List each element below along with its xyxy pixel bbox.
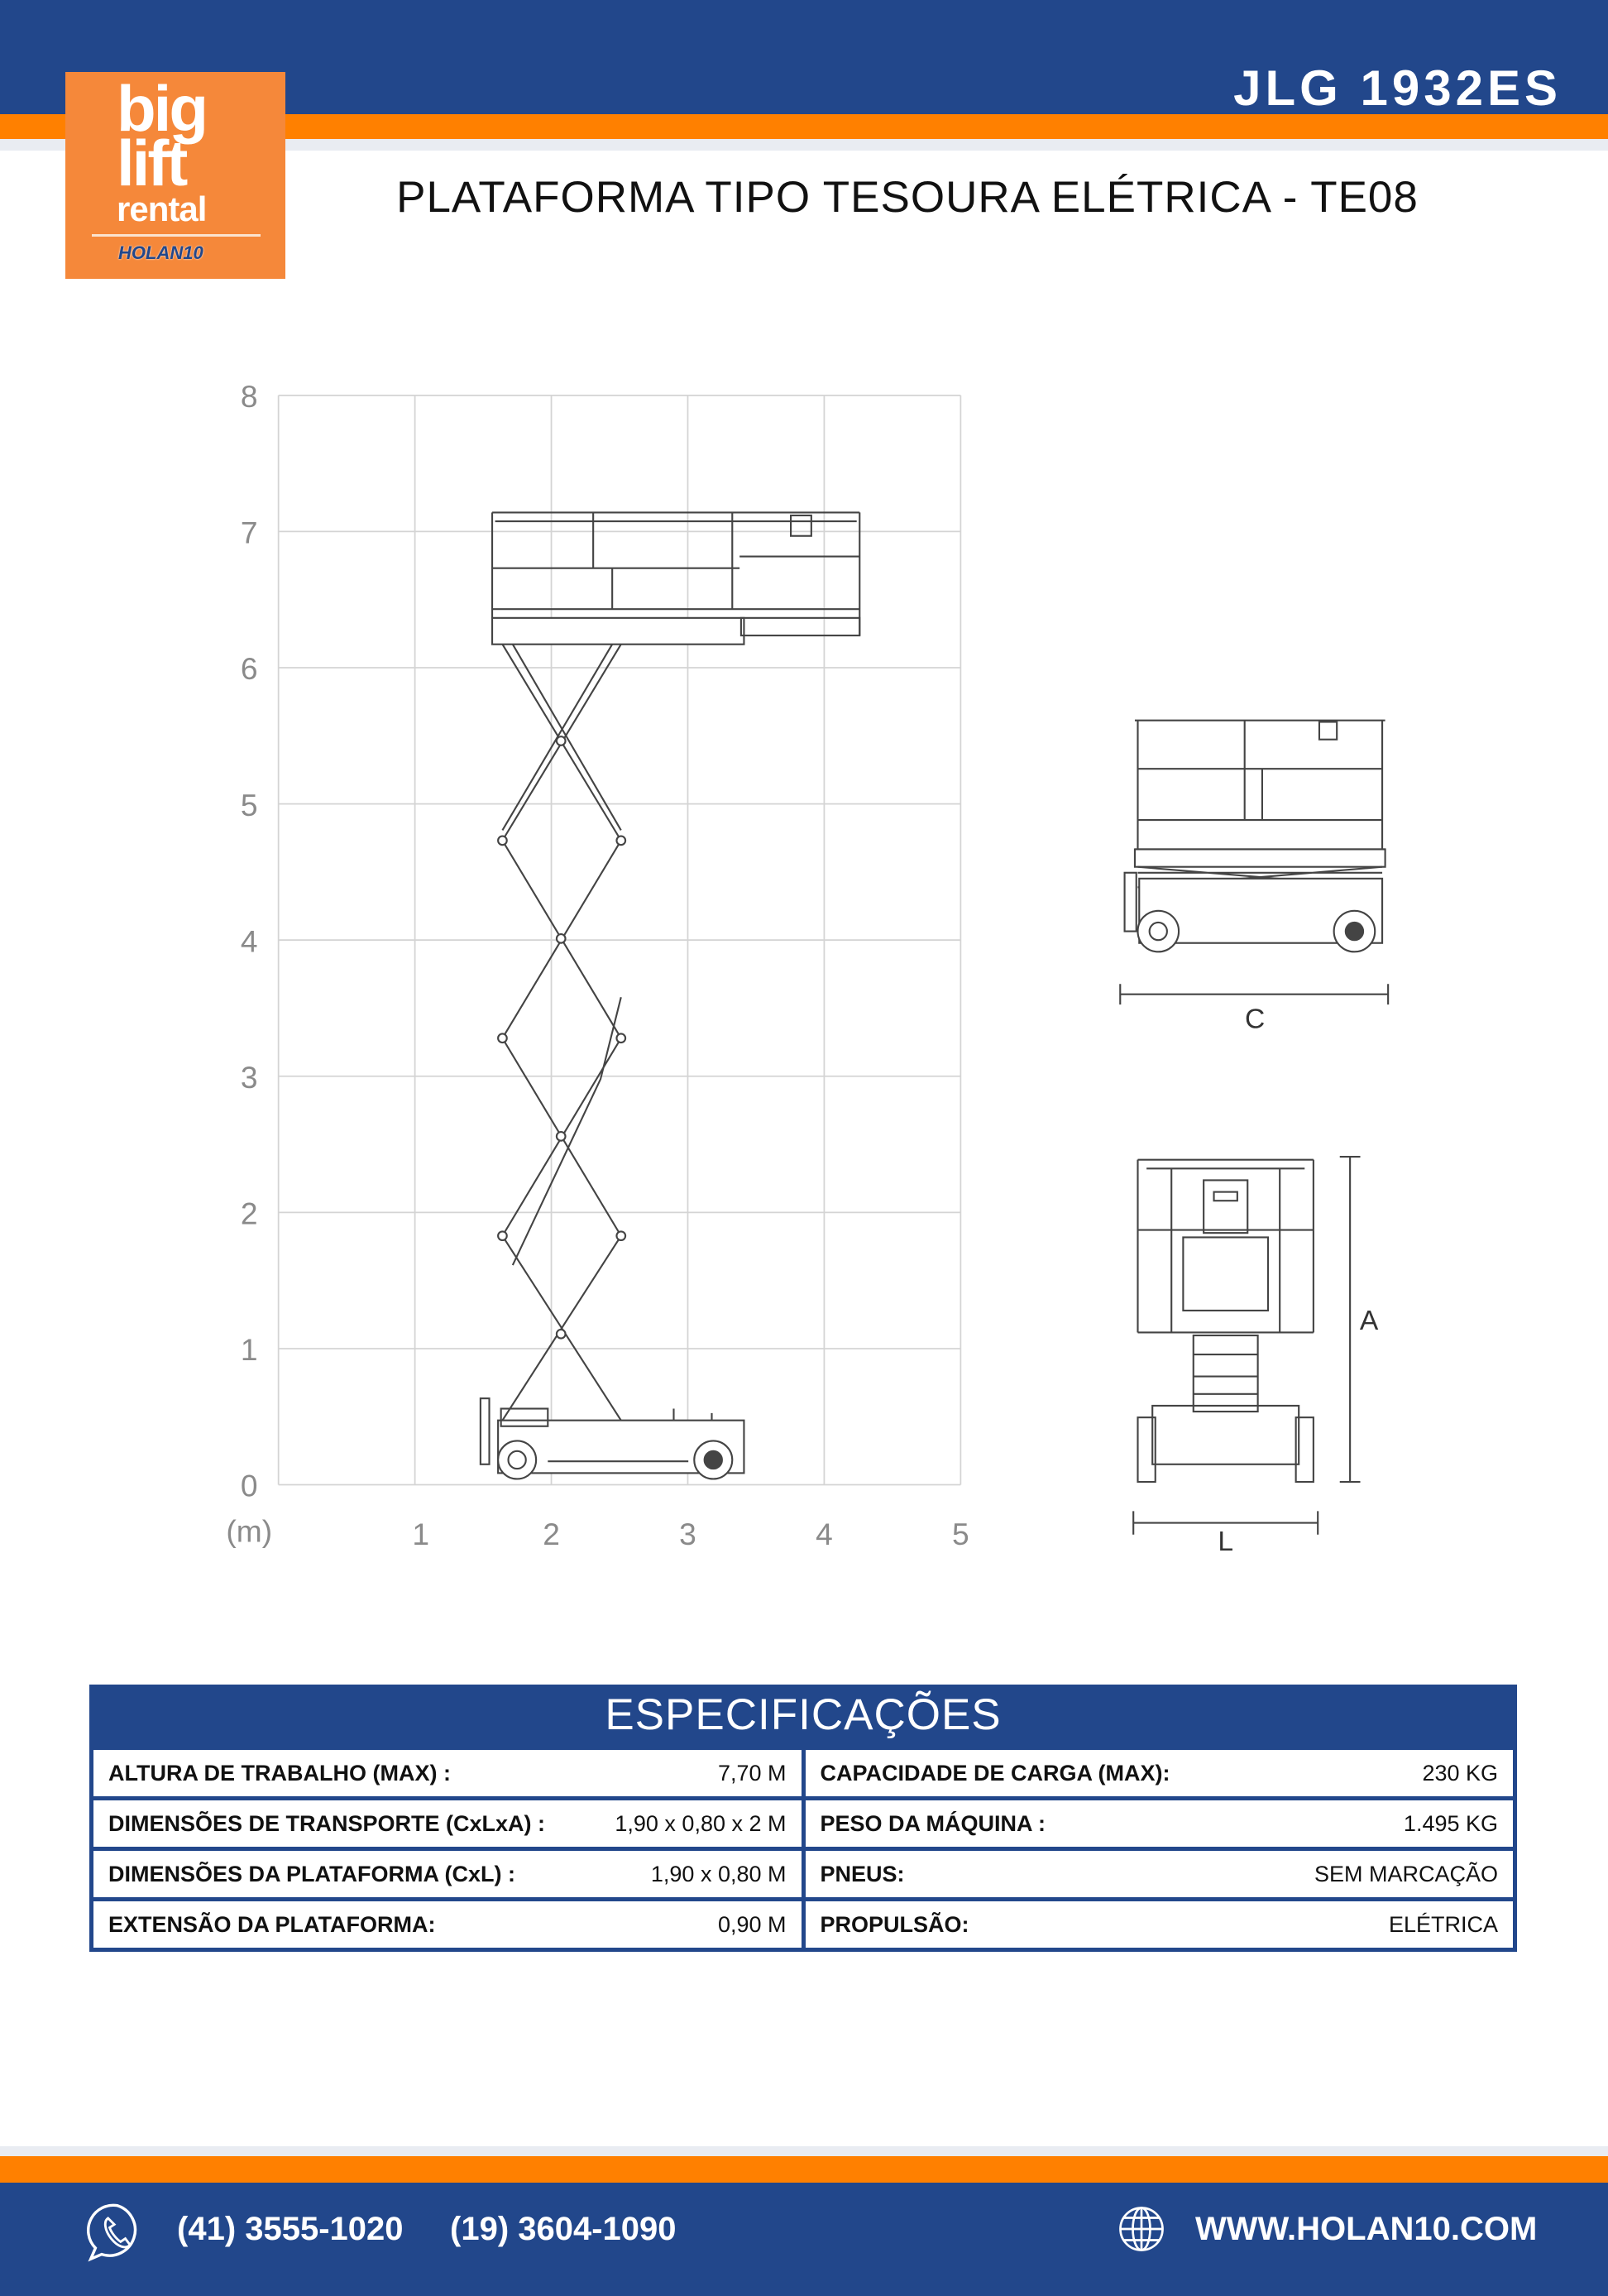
spec-cell <box>92 1900 804 1950</box>
y-tick-label: 0 <box>240 1468 258 1503</box>
model-name: JLG 1932ES <box>1233 60 1562 116</box>
spec-cell <box>803 1849 1515 1900</box>
spec-cell <box>92 1748 804 1799</box>
y-tick-label: 4 <box>240 923 258 959</box>
whatsapp-icon <box>86 2201 149 2264</box>
spec-label: EXTENSÃO DA PLATAFORMA: <box>108 1911 436 1937</box>
lift-front-view <box>1120 721 1388 1004</box>
website-link[interactable]: WWW.HOLAN10.COM <box>1195 2211 1538 2247</box>
spec-cell <box>92 1799 804 1849</box>
spec-label: DIMENSÕES DA PLATAFORMA (CxL) : <box>108 1861 515 1886</box>
y-tick-label: 3 <box>240 1059 258 1095</box>
unit-label: (m) <box>226 1513 273 1549</box>
phone-number-2[interactable]: (19) 3604-1090 <box>450 2211 677 2247</box>
y-tick-label: 6 <box>240 651 258 687</box>
spec-value: ELÉTRICA <box>1388 1911 1498 1937</box>
y-tick-label: 8 <box>240 378 258 414</box>
logo-text: lift <box>117 127 186 199</box>
spec-value: 1,90 x 0,80 M <box>650 1861 787 1886</box>
x-tick-label: 5 <box>952 1517 969 1552</box>
y-tick-label: 7 <box>240 515 258 550</box>
spec-cell <box>803 1748 1515 1799</box>
lift-end-view <box>1133 1157 1360 1535</box>
y-tick-label: 2 <box>240 1196 258 1231</box>
logo-text: rental <box>117 189 207 228</box>
x-tick-label: 1 <box>412 1517 430 1552</box>
spec-label: DIMENSÕES DE TRANSPORTE (CxLxA) : <box>108 1810 546 1836</box>
phone-number-1[interactable]: (41) 3555-1020 <box>177 2211 404 2247</box>
x-tick-label: 2 <box>543 1517 560 1552</box>
dimension-a-label: A <box>1359 1305 1379 1336</box>
spec-value: 0,90 M <box>717 1911 787 1937</box>
logo-text: big <box>117 72 206 145</box>
height-grid <box>279 395 961 1485</box>
spec-cell <box>803 1799 1515 1849</box>
page-title: PLATAFORMA TIPO TESOURA ELÉTRICA - TE08 <box>396 173 1419 222</box>
x-tick-label: 3 <box>679 1517 696 1552</box>
y-tick-label: 5 <box>240 787 258 822</box>
spec-label: ALTURA DE TRABALHO (MAX) : <box>108 1760 451 1786</box>
globe-icon <box>1117 2204 1166 2254</box>
x-tick-label: 4 <box>816 1517 833 1552</box>
spec-cell <box>803 1900 1515 1950</box>
spec-label: CAPACIDADE DE CARGA (MAX): <box>820 1760 1170 1786</box>
spec-label: PESO DA MÁQUINA : <box>820 1810 1046 1836</box>
spec-label: PNEUS: <box>820 1861 905 1886</box>
footer-divider <box>0 2146 1608 2156</box>
logo-sub: HOLAN10 <box>118 242 203 263</box>
specifications-heading: ESPECIFICAÇÕES <box>89 1685 1517 1746</box>
dimension-c-label: C <box>1244 1004 1266 1035</box>
spec-cell <box>92 1849 804 1900</box>
footer-stripe <box>0 2156 1608 2183</box>
specifications-table <box>89 1685 1517 1952</box>
spec-value: 7,70 M <box>717 1760 787 1786</box>
dimension-l-label: L <box>1218 1527 1234 1558</box>
spec-row <box>92 1849 1515 1900</box>
lift-side-view <box>481 512 859 1479</box>
y-tick-label: 1 <box>240 1332 258 1368</box>
spec-value: 1.495 KG <box>1403 1810 1498 1836</box>
spec-row <box>92 1799 1515 1849</box>
spec-row <box>92 1748 1515 1799</box>
spec-label: PROPULSÃO: <box>820 1911 969 1937</box>
spec-value: SEM MARCAÇÃO <box>1314 1861 1498 1886</box>
spec-value: 1,90 x 0,80 x 2 M <box>615 1810 787 1836</box>
spec-row <box>92 1900 1515 1950</box>
spec-value: 230 KG <box>1422 1760 1498 1786</box>
